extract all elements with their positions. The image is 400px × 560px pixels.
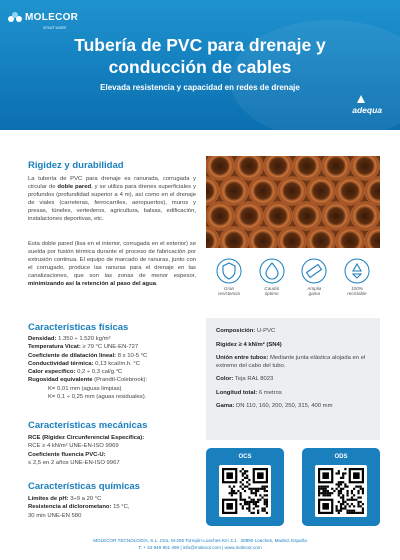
footer-contact[interactable]: T: + 34 949 801 459 | info@molecor.com | www.molecor.com [138,545,262,550]
shield-icon [216,258,242,284]
mecanicas-line: RCE ≥ 4 kN/m² UNE-EN-ISO 9969 [28,443,119,450]
brand-name: MOLECOR [25,12,79,23]
feature-label: Amplia gama [307,286,322,297]
spec-row: Rigidez ≥ 4 kN/m² (SN4) [216,341,282,348]
water-drop-icon [259,258,285,284]
recycle-icon [344,258,370,284]
title-line-2: conducción de cables [108,57,292,77]
title-line-1: Tubería de PVC para drenaje y [74,35,326,55]
pipe-end [293,156,321,180]
rigidez-paragraph-2: Esta doble pared (lisa en el interior, corrugada en el exterior) se suelda por fusión térmica durante el proceso de fabricación por extrusión continua. El equipo de marcado de ranuras, junto con el corrugado, produce las ranuras para el drenaje en las canalizaciones, que son las zonas de menor espesor, minimizando así la retención al paso del agua. [28,241,196,287]
page-title [20,34,380,78]
rugosidad-residual: K= 0,1 ÷ 0,25 mm (aguas residuales). [48,394,147,401]
feature-label: Caudal óptimo [264,286,279,297]
qr-label-ods: ODS [334,454,348,460]
header-banner [0,0,400,130]
pipe-end [264,156,292,180]
fisicas-list [28,335,200,401]
brand-tagline: smart water [43,25,67,30]
spec-row: Longitud total: 6 metros [216,389,282,396]
pipe-end [264,202,292,230]
qr-card-ocs[interactable] [206,448,284,526]
feature-caudal [253,258,291,297]
feature-resistencia [210,258,248,297]
feature-reciclable [338,258,376,297]
spec-row: Color: Teja RAL 8023 [216,376,274,382]
rugosidad-clean: K= 0,01 mm (aguas limpias) [48,385,122,392]
fisicas-row: Temperatura Vicat: ≥ 79 °C UNE-EN-727 [28,344,139,351]
spec-row: Gama: DN 110, 160, 200, 250, 315, 400 mm [216,403,333,409]
pipe-end [278,177,306,205]
footer [0,537,400,551]
qr-label-ocs: OCS [238,454,252,460]
fisicas-row: Rugosidad equivalente (Prandtl-Colebrook): [28,377,148,384]
brand-logo[interactable] [8,7,78,30]
pipe-end [307,177,335,205]
pipe-end [307,227,335,248]
section-title-fisicas: Características físicas [28,322,129,333]
quimicas-row: Límites de pH: 3÷9 a 20 °C [28,496,102,502]
pipe-end [206,156,234,180]
pipe-end [336,177,364,205]
quimicas-row: Resistencia al diclorometano: 15 °C, [28,504,130,511]
qr-code-ocs[interactable] [219,465,271,517]
specifications-box [206,318,380,440]
pipe-end [206,202,234,230]
qr-card-ods[interactable] [302,448,380,526]
fisicas-row: Densidad: 1.350 ÷ 1.520 kg/m³ [28,336,111,342]
pipe-end [351,156,379,180]
rigidez-paragraph-1: La tubería de PVC para drenaje es ranurada, corrugada y circular de doble pared, y se utiliza para drenes superficiales y profundos (profundidad superior a 4 m), así como en el drenaje de viales (carreteras, ferrocarriles, aeropuertos), muros y presas, túneles, vertederos, agricultura, balsas, edificación, instalaciones deportivas, etc. [28,176,196,222]
feature-label: Gran resistencia [218,286,240,297]
feature-icons [206,258,380,297]
qr-code-icon [318,468,364,514]
mecanicas-line: Coeficiente fluencia PVC-U: [28,451,106,458]
qr-code-icon [222,468,268,514]
feature-gama [295,258,333,297]
pipe-end [249,227,277,248]
feature-label: 100% reciclable [347,286,367,297]
fisicas-row: Coeficiente de dilatación lineal: 8 x 10-5 °C [28,352,148,359]
pipe-end [351,202,379,230]
fisicas-row: Calor específico: 0,2 ÷ 0,3 cal/g.°C [28,369,123,376]
pipe-end [278,227,306,248]
page-subtitle: Elevada resistencia y capacidad en redes de drenaje [100,83,300,92]
spec-row: Composición: U-PVC [216,328,276,334]
section-title-mecanicas: Características mecánicas [28,420,148,431]
mecanicas-list [28,434,200,467]
mecanicas-line: ≤ 2,5 en 2 años UNE-EN-ISO 9967 [28,459,120,466]
pipe-end [322,202,350,230]
pipe-end [249,177,277,205]
pipe-stack-image [206,156,380,248]
pipe-end [293,202,321,230]
fisicas-row: Conductividad térmica: 0,13 kcal/m.h. °C [28,360,141,367]
section-title-rigidez: Rigidez y durabilidad [28,160,124,171]
qr-code-ods[interactable] [315,465,367,517]
adequa-logo-icon [356,94,366,104]
pipes-photo [206,156,380,248]
pipe-end [336,227,364,248]
pipe-end [220,227,248,248]
section-title-quimicas: Características químicas [28,481,140,492]
footer-address: MOLECOR TECNOLOGÍA, S.L. Ctra. M-206 Torrejón-Loeches Km 3.1 · 28890 Loeches, Madrid, España [93,538,307,543]
pipe-end [235,156,263,180]
molecor-logo-icon [8,12,22,26]
quimicas-list [28,495,200,520]
pipe-end [235,202,263,230]
ruler-icon [301,258,327,284]
pipe-end [220,177,248,205]
quimicas-row: 30 min UNE-EN 580 [28,512,82,519]
mecanicas-line: RCE (Rigidez Circunferencial Específica): [28,435,145,441]
pipe-end [322,156,350,180]
spec-row: Unión entre tubos: Mediante junta elástica alojada en el extremo del cabo del tubo. [216,355,366,369]
partner-logo: adequa [352,105,382,115]
